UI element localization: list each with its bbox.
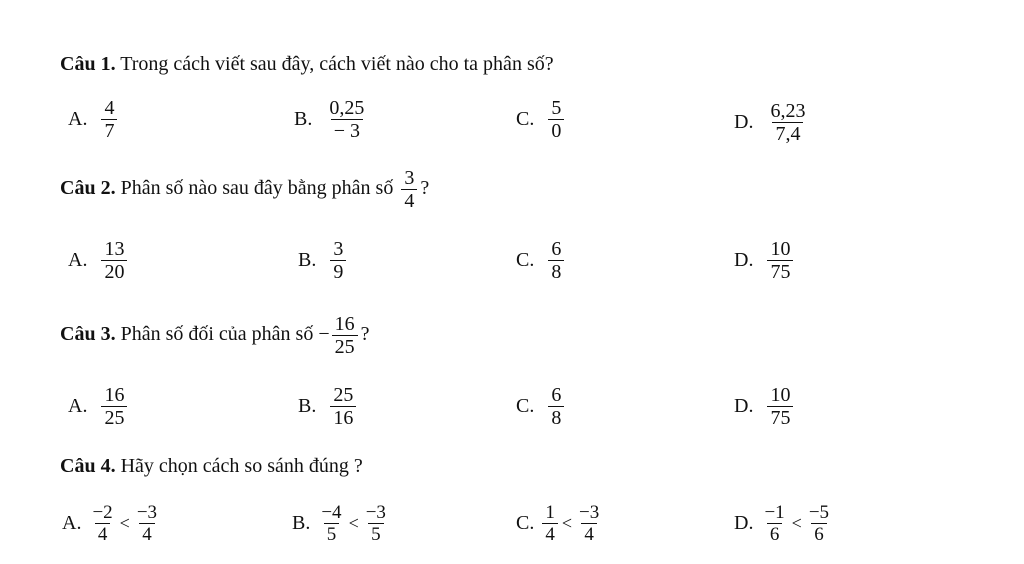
question-1-text: Trong cách viết sau đây, cách viết nào cho ta phân số? — [120, 53, 554, 75]
fraction-left: $\frac{1}{4}$ — [542, 502, 558, 545]
question-3-suffix: ? — [360, 323, 370, 345]
fraction: $\frac{16}{25}$ — [101, 384, 127, 429]
option-letter: D. — [734, 512, 754, 534]
question-2-suffix: ? — [420, 177, 430, 199]
less-than-sign: < — [791, 513, 802, 533]
question-4-number: Câu 4. — [60, 455, 116, 477]
question-1-number: Câu 1. — [60, 53, 116, 75]
fraction-left: $\frac{-2}{4}$ — [92, 502, 113, 545]
fraction-right: $\frac{-3}{5}$ — [365, 502, 386, 545]
option-letter: A. — [68, 395, 88, 417]
fraction-right: $\frac{-3}{4}$ — [136, 502, 158, 545]
question-3-text: Phân số đối của phân số — [120, 323, 314, 345]
fraction-left: $\frac{-1}{6}$ — [764, 502, 785, 545]
fraction: $\frac{13}{20}$ — [101, 238, 127, 283]
option-letter: B. — [298, 249, 317, 271]
q1-option-d[interactable] — [734, 100, 808, 145]
question-2-fraction: $\frac{3}{4}$ — [401, 167, 417, 212]
less-than-sign: < — [119, 513, 130, 533]
option-letter: C. — [516, 395, 535, 417]
option-letter: D. — [734, 111, 754, 133]
fraction: $\frac{0,25}{- 3}$ — [329, 97, 365, 142]
option-letter: A. — [68, 108, 88, 130]
option-letter: B. — [294, 108, 313, 130]
q2-option-a[interactable] — [68, 238, 127, 283]
fraction: $\frac{6,23}{7,4}$ — [770, 100, 806, 145]
option-letter: B. — [292, 512, 311, 534]
question-1 — [60, 52, 554, 76]
option-letter: C. — [516, 249, 535, 271]
option-letter: A. — [62, 512, 82, 534]
option-letter: D. — [734, 249, 754, 271]
q4-option-c[interactable] — [516, 502, 602, 545]
less-than-sign: < — [561, 513, 572, 533]
fraction-right: $\frac{-5}{6}$ — [808, 502, 830, 545]
fraction: $\frac{25}{16}$ — [330, 384, 356, 429]
q4-option-d[interactable] — [734, 502, 832, 545]
q3-option-a[interactable] — [68, 384, 127, 429]
q2-option-d[interactable] — [734, 238, 793, 283]
option-letter: C. — [516, 108, 535, 130]
option-letter: B. — [298, 395, 317, 417]
q2-option-b[interactable] — [298, 238, 346, 283]
fraction: $\frac{10}{75}$ — [767, 384, 793, 429]
q1-option-a[interactable] — [68, 97, 117, 142]
question-3 — [60, 312, 370, 358]
fraction: $\frac{10}{75}$ — [767, 238, 793, 283]
question-2-text: Phân số nào sau đây bằng phân số — [120, 177, 394, 199]
q3-option-b[interactable] — [298, 384, 356, 429]
q1-option-b[interactable] — [294, 97, 367, 142]
q1-option-c[interactable] — [516, 97, 564, 142]
fraction: $\frac{4}{7}$ — [101, 97, 117, 142]
less-than-sign: < — [348, 513, 359, 533]
option-letter: C. — [516, 512, 535, 534]
q2-option-c[interactable] — [516, 238, 564, 283]
fraction-right: $\frac{-3}{4}$ — [579, 502, 600, 545]
question-2 — [60, 166, 429, 212]
question-3-fraction: $\frac{16}{25}$ — [332, 313, 358, 358]
fraction: $\frac{3}{9}$ — [330, 238, 346, 283]
fraction: $\frac{6}{8}$ — [548, 384, 564, 429]
fraction: $\frac{5}{0}$ — [548, 97, 564, 142]
q3-option-d[interactable] — [734, 384, 793, 429]
question-4 — [60, 454, 363, 478]
question-4-text: Hãy chọn cách so sánh đúng ? — [120, 455, 363, 477]
question-3-number: Câu 3. — [60, 323, 116, 345]
option-letter: D. — [734, 395, 754, 417]
q3-option-c[interactable] — [516, 384, 564, 429]
q4-option-b[interactable] — [292, 502, 389, 545]
option-letter: A. — [68, 249, 88, 271]
q4-option-a[interactable] — [62, 502, 160, 545]
question-2-number: Câu 2. — [60, 177, 116, 199]
fraction: $\frac{6}{8}$ — [548, 238, 564, 283]
question-3-minus-sign: − — [318, 323, 330, 345]
fraction-left: $\frac{-4}{5}$ — [321, 502, 342, 545]
